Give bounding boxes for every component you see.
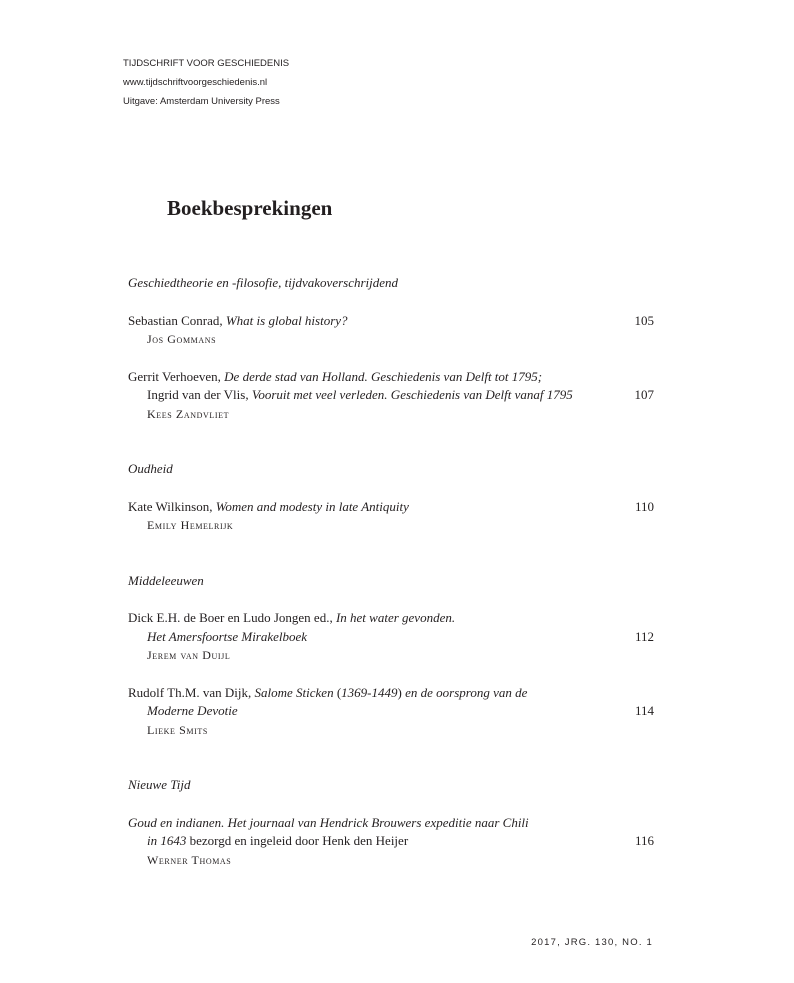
entry-author: Rudolf Th.M. van Dijk,	[128, 684, 255, 700]
entry-title: in 1643	[147, 833, 187, 848]
entry-title: en de oorsprong van de	[405, 684, 528, 700]
toc-entry	[128, 368, 654, 424]
publisher: Uitgave: Amsterdam University Press	[123, 96, 280, 107]
toc-section	[128, 776, 654, 869]
entry-author: Ingrid van der Vlis,	[147, 387, 252, 402]
masthead	[123, 54, 289, 111]
toc-section	[128, 572, 654, 740]
reviewer-name: Jerem van Duijl	[147, 648, 231, 662]
entry-title: Goud en indianen. Het journaal van Hendrick Brouwers expeditie naar Chili	[128, 814, 529, 830]
reviewer-name: Jos Gommans	[147, 332, 217, 346]
page-title: Boekbesprekingen	[167, 196, 333, 220]
entry-title: Vooruit met veel verleden. Geschiedenis van Delft vanaf 1795	[251, 387, 573, 402]
page-number: 105	[634, 312, 654, 328]
entry-title: What is global history?	[225, 312, 348, 328]
section-heading: Middeleeuwen	[128, 572, 204, 588]
entry-title: Het Amersfoortse Mirakelboek	[147, 628, 308, 644]
entry-author: Gerrit Verhoeven,	[128, 368, 225, 384]
page-number: 112	[634, 628, 654, 644]
toc-section	[128, 274, 654, 423]
entry-title: Salome Sticken	[254, 684, 334, 700]
entry-title: Moderne Devotie	[147, 703, 238, 718]
issue-footer: 2017, JRG. 130, NO. 1	[531, 937, 653, 948]
entry-title: In het water gevonden.	[335, 610, 456, 625]
toc-entry	[128, 498, 654, 535]
reviewer-name: Werner Thomas	[147, 852, 232, 867]
entry-author: Sebastian Conrad,	[128, 312, 226, 328]
reviewer-name: Kees Zandvliet	[147, 406, 230, 421]
section-heading: Oudheid	[128, 461, 173, 476]
entry-author: Dick E.H. de Boer en Ludo Jongen ed.,	[128, 610, 336, 625]
entry-title: 1369-1449	[341, 684, 398, 700]
section-heading: Geschiedtheorie en -filosofie, tijdvakoverschrijdend	[128, 275, 399, 290]
page-number: 107	[634, 387, 654, 402]
page-number: 114	[634, 703, 654, 718]
entry-editor: bezorgd en ingeleid door Henk den Heijer	[186, 833, 409, 848]
table-of-contents	[128, 274, 654, 869]
journal-name: TIJDSCHRIFT VOOR GESCHIEDENIS	[123, 58, 290, 69]
page-number: 116	[634, 833, 654, 848]
entry-title: Women and modesty in late Antiquity	[215, 498, 409, 514]
toc-entry	[128, 312, 654, 349]
reviewer-name: Emily Hemelrijk	[147, 518, 234, 532]
toc-entry	[128, 609, 654, 665]
entry-title: De derde stad van Holland. Geschiedenis van Delft tot 1795;	[224, 368, 543, 384]
section-heading: Nieuwe Tijd	[128, 777, 191, 792]
toc-entry	[128, 814, 654, 870]
entry-author: Kate Wilkinson,	[128, 498, 216, 514]
journal-website: www.tijdschriftvoorgeschiedenis.nl	[123, 77, 268, 88]
page-number: 110	[634, 498, 654, 514]
reviewer-name: Lieke Smits	[147, 722, 208, 737]
toc-entry: Rudolf Th.M. van Dijk, Salome Sticken (1369-1449) en de oorsprong van de Moderne Devotie 114 Lieke Smits	[128, 684, 654, 740]
toc-section	[128, 460, 654, 535]
